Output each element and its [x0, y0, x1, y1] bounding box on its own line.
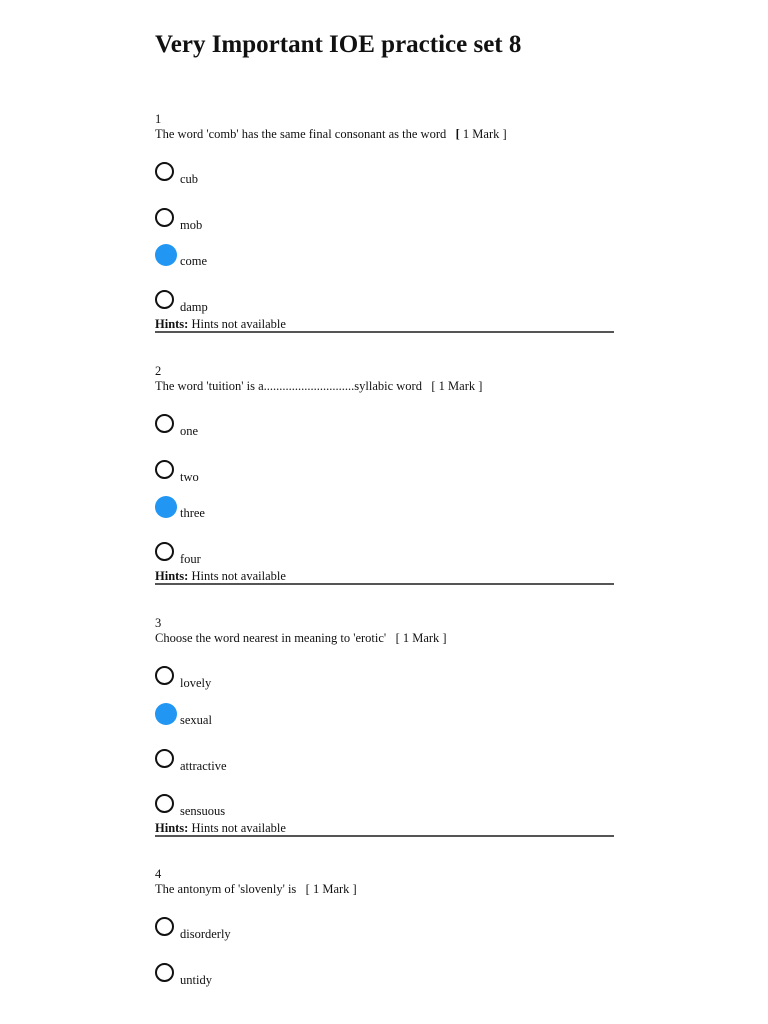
option-radio-damp[interactable] [155, 290, 355, 318]
radio-unchecked-icon[interactable] [155, 917, 174, 936]
question-text: The word 'comb' has the same final consonant as the word [ 1 Mark ] [155, 127, 507, 141]
option-label: come [180, 254, 208, 268]
option-label: damp [180, 300, 208, 314]
option-radio-four[interactable] [155, 542, 355, 570]
hints-key: Hints: [155, 317, 189, 331]
question-divider [155, 835, 614, 837]
question-number: 1 [155, 112, 162, 126]
radio-unchecked-icon[interactable] [155, 749, 174, 768]
option-radio-sensuous[interactable] [155, 794, 355, 822]
radio-unchecked-icon[interactable] [155, 794, 174, 813]
question-divider [155, 583, 614, 585]
mark-label: 1 Mark ] [309, 882, 357, 896]
question-3 [155, 616, 614, 856]
mark-label: 1 Mark ] [435, 379, 483, 393]
hints-key: Hints: [155, 569, 189, 583]
hints-line [155, 569, 286, 583]
radio-unchecked-icon[interactable] [155, 414, 174, 433]
radio-checked-icon[interactable] [155, 703, 177, 725]
option-radio-mob[interactable] [155, 208, 355, 236]
option-label: three [180, 506, 205, 520]
mark-label: 1 Mark ] [399, 631, 447, 645]
question-text: The word 'tuition' is a.............................syllabic word [ 1 Mark ] [155, 379, 483, 393]
option-label: four [180, 552, 201, 566]
hints-value: Hints not available [191, 317, 286, 331]
option-radio-sexual[interactable] [155, 703, 355, 731]
option-radio-attractive[interactable] [155, 749, 355, 777]
radio-unchecked-icon[interactable] [155, 542, 174, 561]
question-2 [155, 364, 614, 604]
option-label: untidy [180, 973, 212, 987]
mark-bracket: [ [395, 631, 400, 645]
option-label: sexual [180, 713, 212, 727]
option-radio-untidy[interactable] [155, 963, 355, 991]
option-radio-cub[interactable] [155, 162, 355, 190]
radio-unchecked-icon[interactable] [155, 162, 174, 181]
hints-line [155, 821, 286, 835]
option-radio-come[interactable] [155, 244, 355, 272]
hints-key: Hints: [155, 821, 189, 835]
question-number: 3 [155, 616, 162, 630]
option-label: attractive [180, 759, 227, 773]
hints-value: Hints not available [191, 569, 286, 583]
page-title: Very Important IOE practice set 8 [155, 31, 522, 58]
question-1 [155, 112, 614, 352]
option-label: sensuous [180, 804, 226, 818]
radio-unchecked-icon[interactable] [155, 208, 174, 227]
question-text: Choose the word nearest in meaning to 'erotic' [ 1 Mark ] [155, 631, 447, 645]
radio-unchecked-icon[interactable] [155, 290, 174, 309]
mark-bracket: [ [431, 379, 436, 393]
mark-bracket: [ [455, 127, 460, 141]
mark-bracket: [ [305, 882, 310, 896]
option-label: two [180, 470, 199, 484]
hints-line [155, 317, 286, 331]
option-radio-three[interactable] [155, 496, 355, 524]
question-divider [155, 331, 614, 333]
question-4 [155, 867, 614, 1017]
option-radio-lovely[interactable] [155, 666, 355, 694]
question-text: The antonym of 'slovenly' is [ 1 Mark ] [155, 882, 357, 896]
radio-checked-icon[interactable] [155, 244, 177, 266]
option-radio-two[interactable] [155, 460, 355, 488]
mark-label: 1 Mark ] [459, 127, 507, 141]
option-label: lovely [180, 676, 212, 690]
option-label: mob [180, 218, 203, 232]
option-label: cub [180, 172, 199, 186]
radio-checked-icon[interactable] [155, 496, 177, 518]
radio-unchecked-icon[interactable] [155, 666, 174, 685]
question-number: 4 [155, 867, 162, 881]
option-label: one [180, 424, 199, 438]
option-radio-one[interactable] [155, 414, 355, 442]
option-label: disorderly [180, 927, 231, 941]
radio-unchecked-icon[interactable] [155, 460, 174, 479]
question-number: 2 [155, 364, 162, 378]
option-radio-disorderly[interactable] [155, 917, 355, 945]
hints-value: Hints not available [191, 821, 286, 835]
radio-unchecked-icon[interactable] [155, 963, 174, 982]
